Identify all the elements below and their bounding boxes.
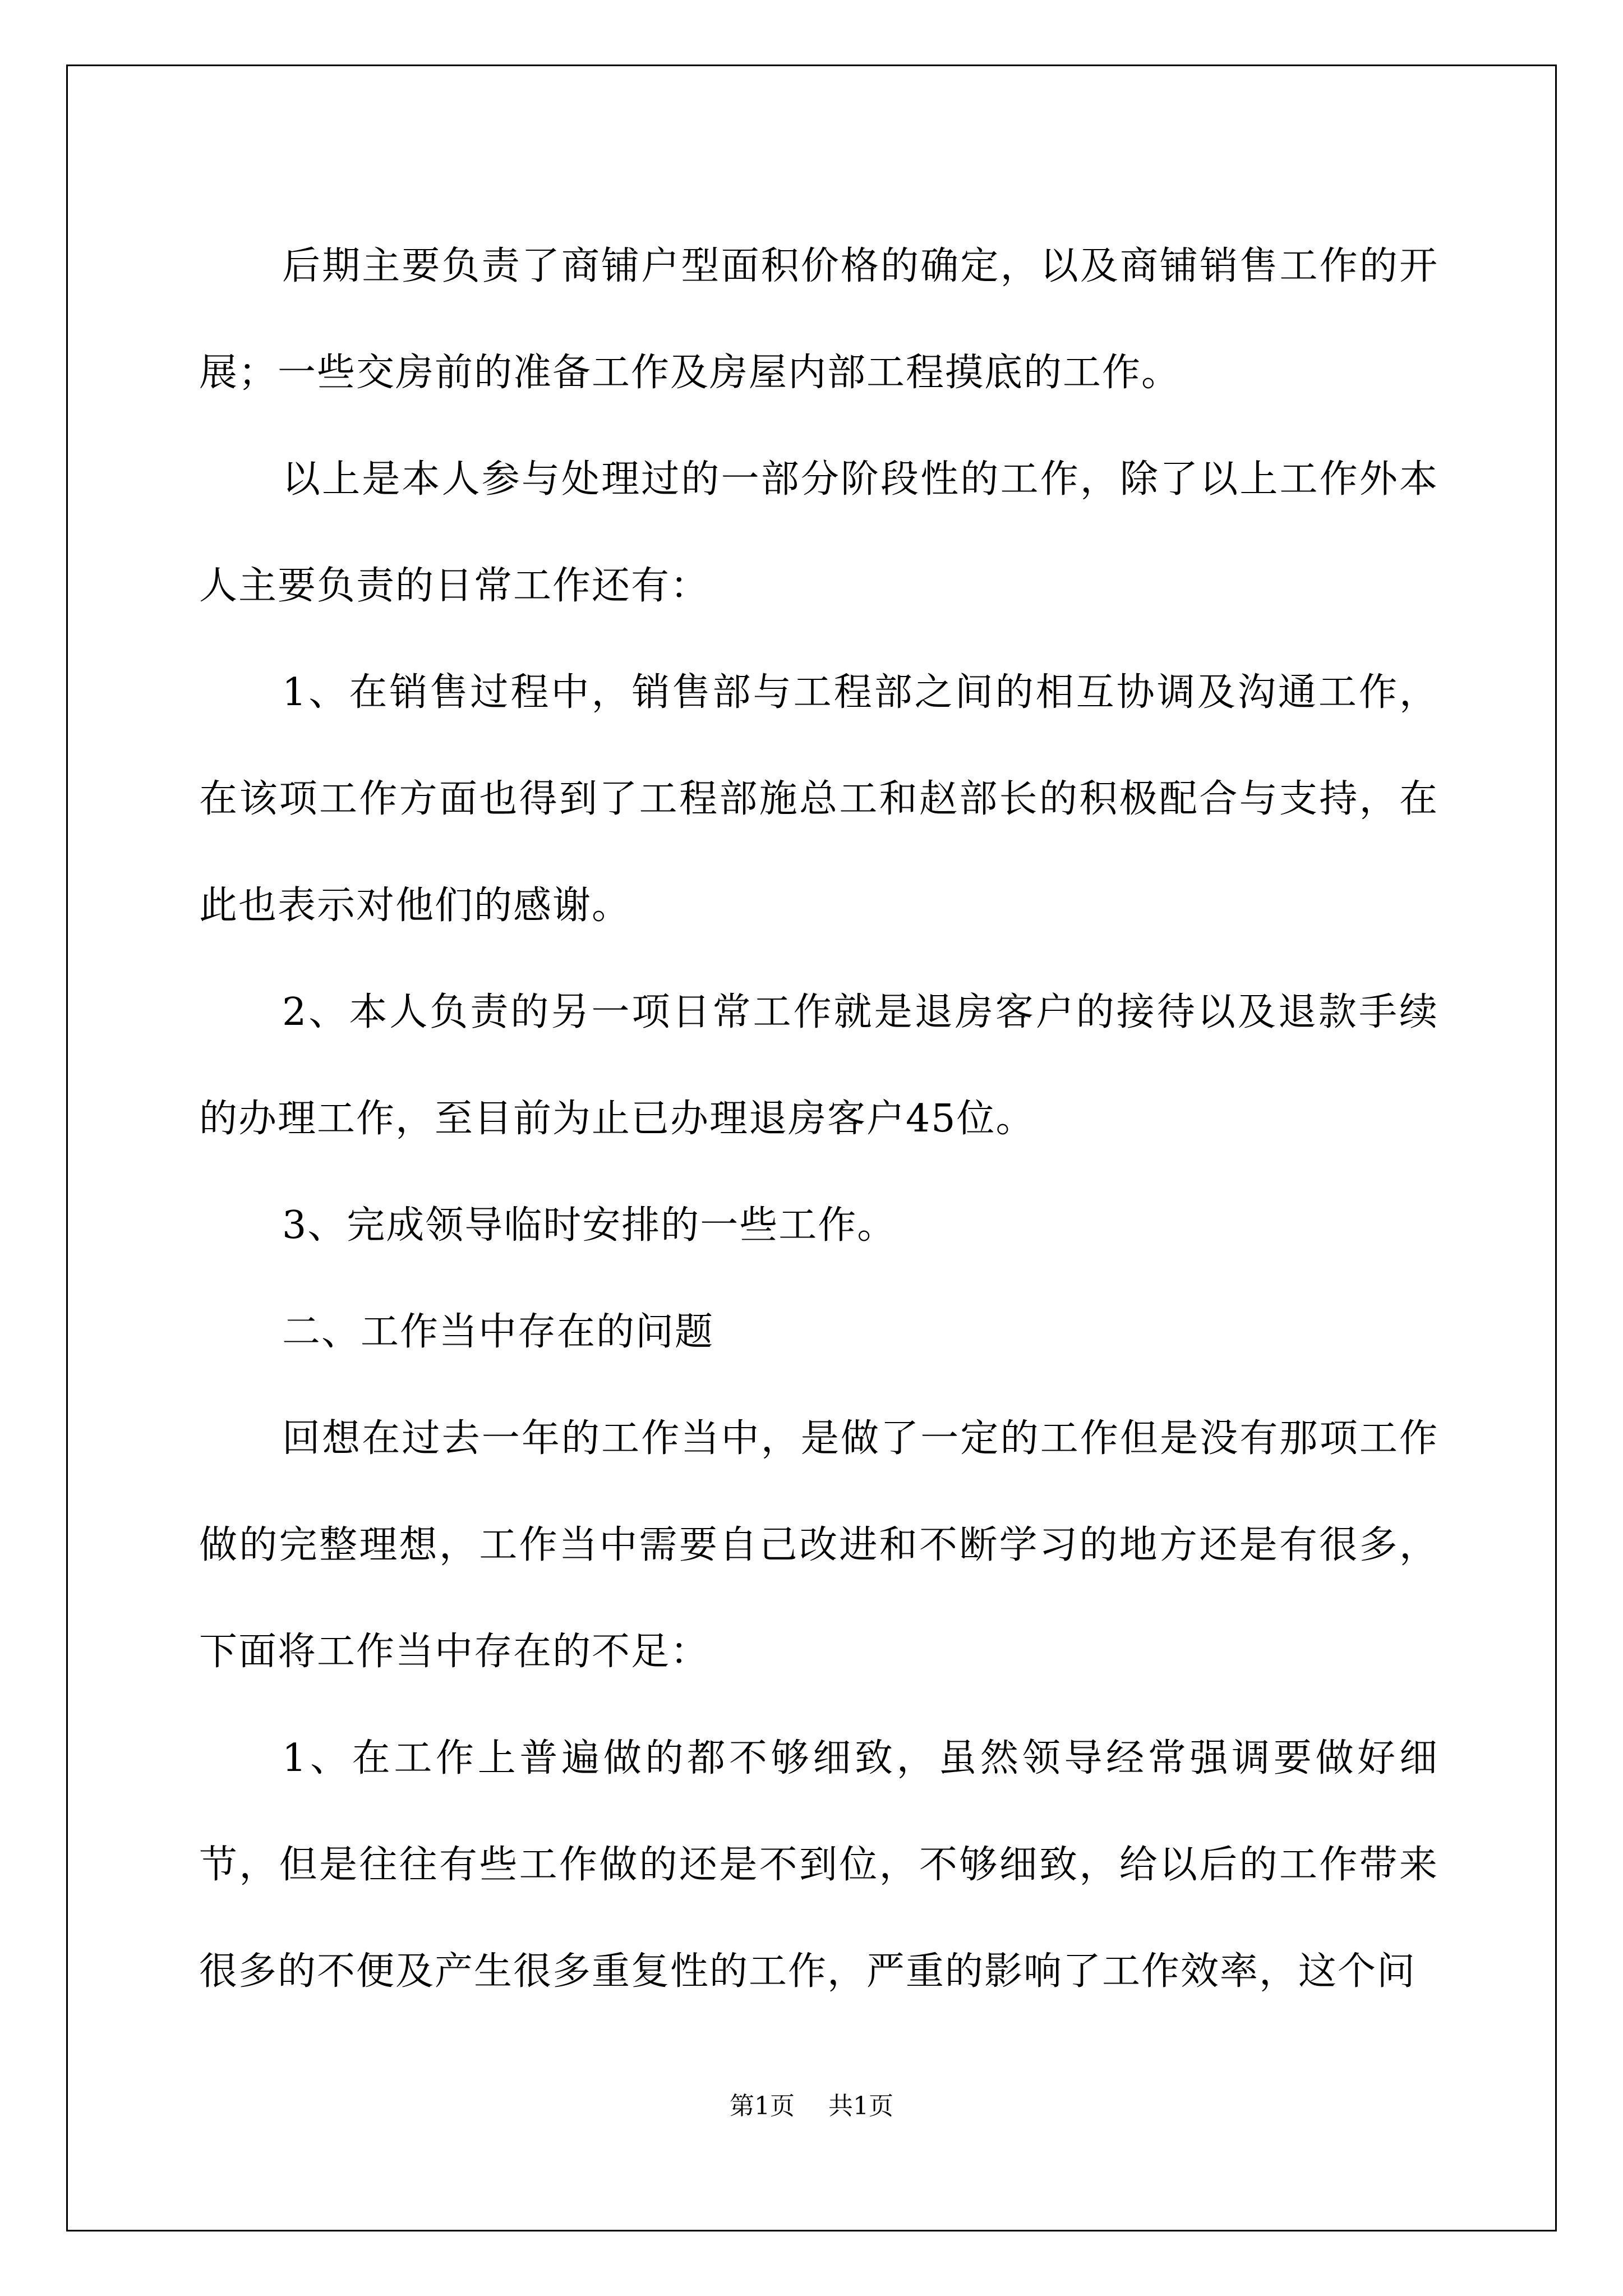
paragraph: 1、在工作上普遍做的都不够细致，虽然领导经常强调要做好细节，但是往往有些工作做的还是不到位，不够细致，给以后的工作带来很多的不便及产生很多重复性的工作，严重的影响了工作效率，这个问: [199, 1736, 1438, 1994]
paragraph: 1、在销售过程中，销售部与工程部之间的相互协调及沟通工作，在该项工作方面也得到了工程部施总工和赵部长的积极配合与支持，在此也表示对他们的感谢。: [199, 670, 1438, 928]
paragraph: 以上是本人参与处理过的一部分阶段性的工作，除了以上工作外本人主要负责的日常工作还有：: [199, 457, 1438, 608]
section-heading: 二、工作当中存在的问题: [282, 1310, 714, 1354]
page-number-total: 共1页: [828, 2092, 893, 2120]
page-footer: [0, 2090, 1623, 2123]
page-number-current: 第1页: [730, 2092, 795, 2120]
paragraph: 2、本人负责的另一项日常工作就是退房客户的接待以及退款手续的办理工作，至目前为止已办理退房客户45位。: [199, 990, 1438, 1141]
paragraph: 后期主要负责了商铺户型面积价格的确定，以及商铺销售工作的开展；一些交房前的准备工作及房屋内部工程摸底的工作。: [199, 244, 1438, 395]
paragraph: 回想在过去一年的工作当中，是做了一定的工作但是没有那项工作做的完整理想，工作当中需要自己改进和不断学习的地方还是有很多，下面将工作当中存在的不足：: [199, 1416, 1438, 1674]
document-body: [199, 213, 1438, 2025]
paragraph: 3、完成领导临时安排的一些工作。: [282, 1203, 897, 1248]
